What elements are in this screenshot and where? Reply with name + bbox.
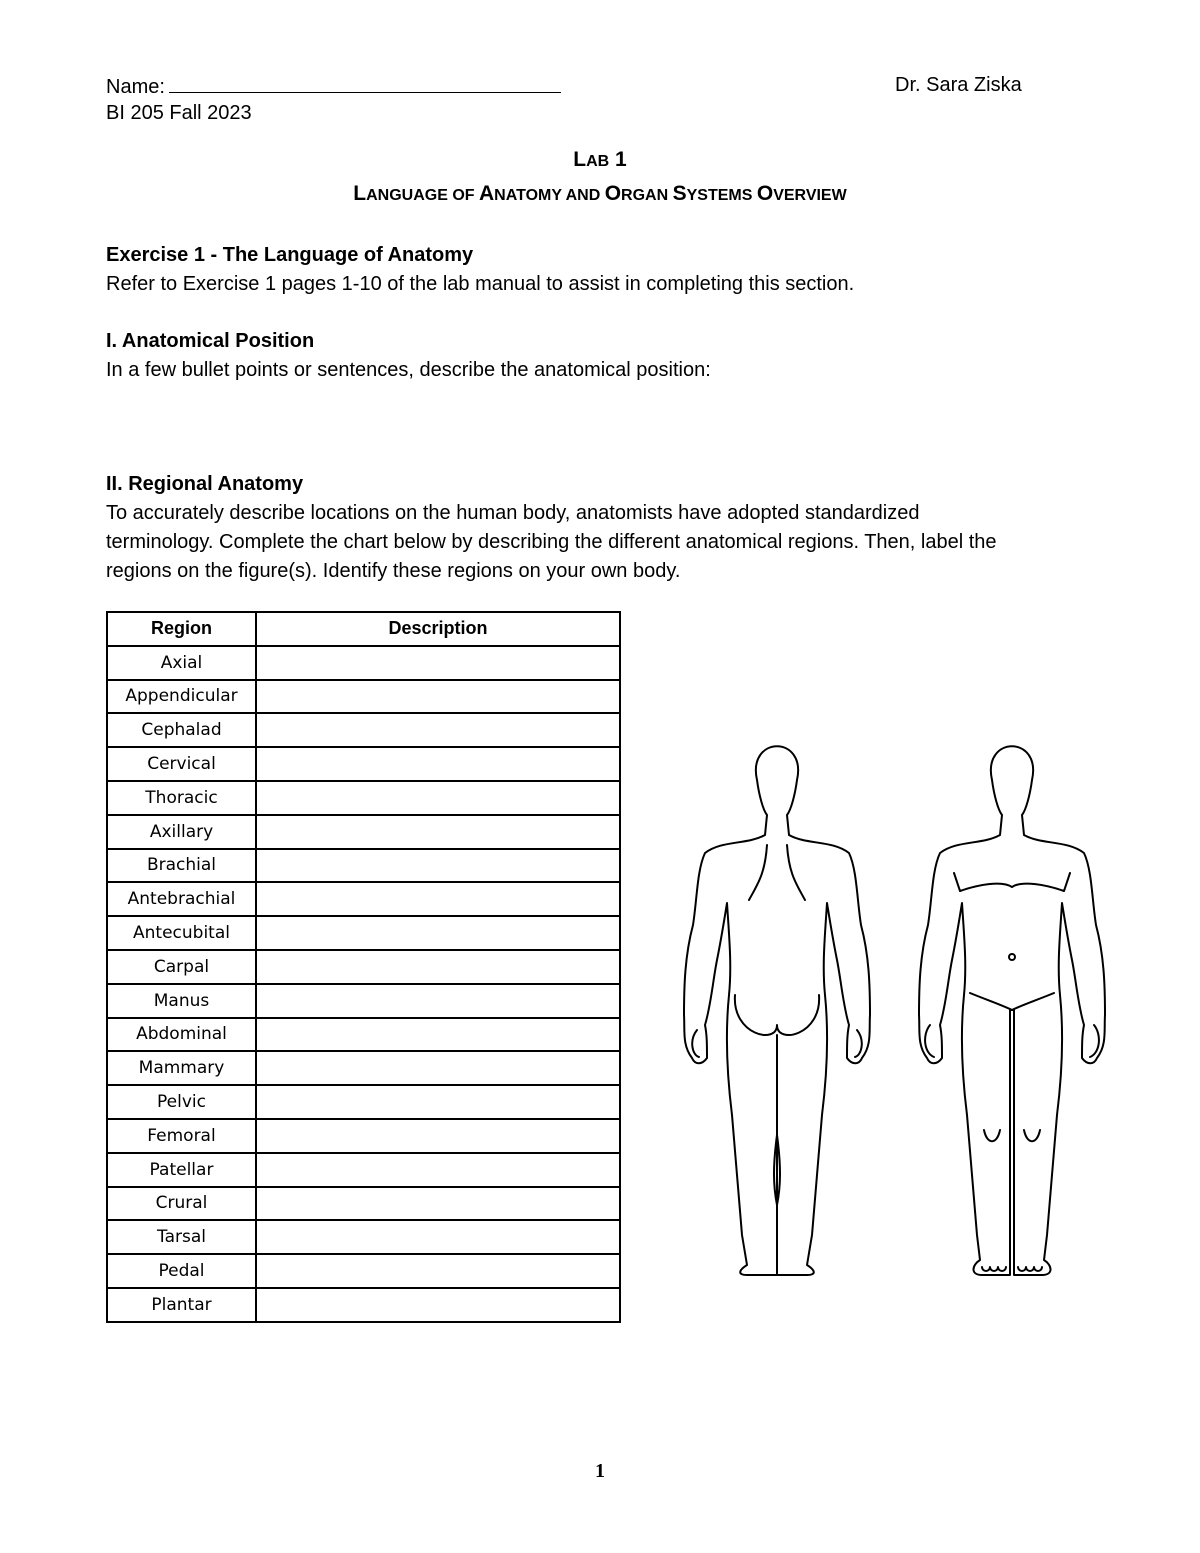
name-field[interactable] [106,74,561,99]
description-cell[interactable] [256,916,620,950]
table-row [107,815,620,849]
section-regional-anatomy-heading: II. Regional Anatomy [106,473,304,495]
table-row [107,1018,620,1052]
exercise-heading: Exercise 1 - The Language of Anatomy [106,244,474,266]
description-cell[interactable] [256,849,620,883]
instructor-name: Dr. Sara Ziska [895,74,1022,96]
description-cell[interactable] [256,815,620,849]
regions-table-body [107,646,620,1322]
name-blank[interactable] [169,74,561,93]
region-name-cell: Femoral [107,1119,256,1153]
region-column-header: Region [107,612,256,646]
description-cell[interactable] [256,950,620,984]
table-row [107,1187,620,1221]
region-name-cell: Antecubital [107,916,256,950]
region-name-cell: Crural [107,1187,256,1221]
table-row [107,1254,620,1288]
table-row [107,713,620,747]
region-name-cell: Mammary [107,1051,256,1085]
description-cell[interactable] [256,713,620,747]
region-name-cell: Pedal [107,1254,256,1288]
description-cell[interactable] [256,1119,620,1153]
table-row [107,747,620,781]
region-name-cell: Carpal [107,950,256,984]
region-name-cell: Patellar [107,1153,256,1187]
table-row [107,1220,620,1254]
description-cell[interactable] [256,680,620,714]
description-column-header: Description [256,612,620,646]
table-row [107,1085,620,1119]
description-cell[interactable] [256,1288,620,1322]
course-label: BI 205 Fall 2023 [106,102,252,124]
table-row [107,882,620,916]
anterior-body-outline [919,746,1105,1275]
table-row [107,680,620,714]
page-number: 1 [595,1460,605,1482]
body-figures [680,735,1120,1280]
description-cell[interactable] [256,1085,620,1119]
description-cell[interactable] [256,1018,620,1052]
description-cell[interactable] [256,984,620,1018]
region-name-cell: Cervical [107,747,256,781]
region-name-cell: Plantar [107,1288,256,1322]
region-name-cell: Tarsal [107,1220,256,1254]
region-name-cell: Appendicular [107,680,256,714]
region-name-cell: Pelvic [107,1085,256,1119]
section-anatomical-position-heading: I. Anatomical Position [106,330,315,352]
anatomical-position-answer-area[interactable] [106,388,1096,458]
section-regional-anatomy-line-1: To accurately describe locations on the human body, anatomists have adopted standardized [106,502,920,524]
region-name-cell: Abdominal [107,1018,256,1052]
table-row [107,1119,620,1153]
description-cell[interactable] [256,747,620,781]
region-name-cell: Axillary [107,815,256,849]
exercise-instruction: Refer to Exercise 1 pages 1-10 of the lab manual to assist in completing this section. [106,273,855,295]
table-header-row [107,612,620,646]
name-label: Name: [106,76,165,98]
description-cell[interactable] [256,1254,620,1288]
table-row [107,781,620,815]
region-name-cell: Antebrachial [107,882,256,916]
section-anatomical-position-prompt: In a few bullet points or sentences, describe the anatomical position: [106,359,711,381]
table-row [107,646,620,680]
description-cell[interactable] [256,646,620,680]
lab-title: LAB 1 [573,148,627,171]
table-row [107,950,620,984]
posterior-body-outline [684,746,870,1275]
region-name-cell: Thoracic [107,781,256,815]
section-regional-anatomy-line-3: regions on the figure(s). Identify these regions on your own body. [106,560,681,582]
region-name-cell: Manus [107,984,256,1018]
table-row [107,849,620,883]
description-cell[interactable] [256,882,620,916]
table-row [107,1153,620,1187]
table-row [107,1288,620,1322]
lab-subtitle: LANGUAGE OF ANATOMY AND ORGAN SYSTEMS OVERVIEW [353,182,847,205]
table-row [107,1051,620,1085]
description-cell[interactable] [256,781,620,815]
region-name-cell: Axial [107,646,256,680]
description-cell[interactable] [256,1220,620,1254]
table-row [107,984,620,1018]
description-cell[interactable] [256,1153,620,1187]
table-row [107,916,620,950]
regions-table [106,611,621,1323]
region-name-cell: Cephalad [107,713,256,747]
section-regional-anatomy-line-2: terminology. Complete the chart below by describing the different anatomical regions. Then, label the [106,531,997,553]
description-cell[interactable] [256,1187,620,1221]
region-name-cell: Brachial [107,849,256,883]
description-cell[interactable] [256,1051,620,1085]
